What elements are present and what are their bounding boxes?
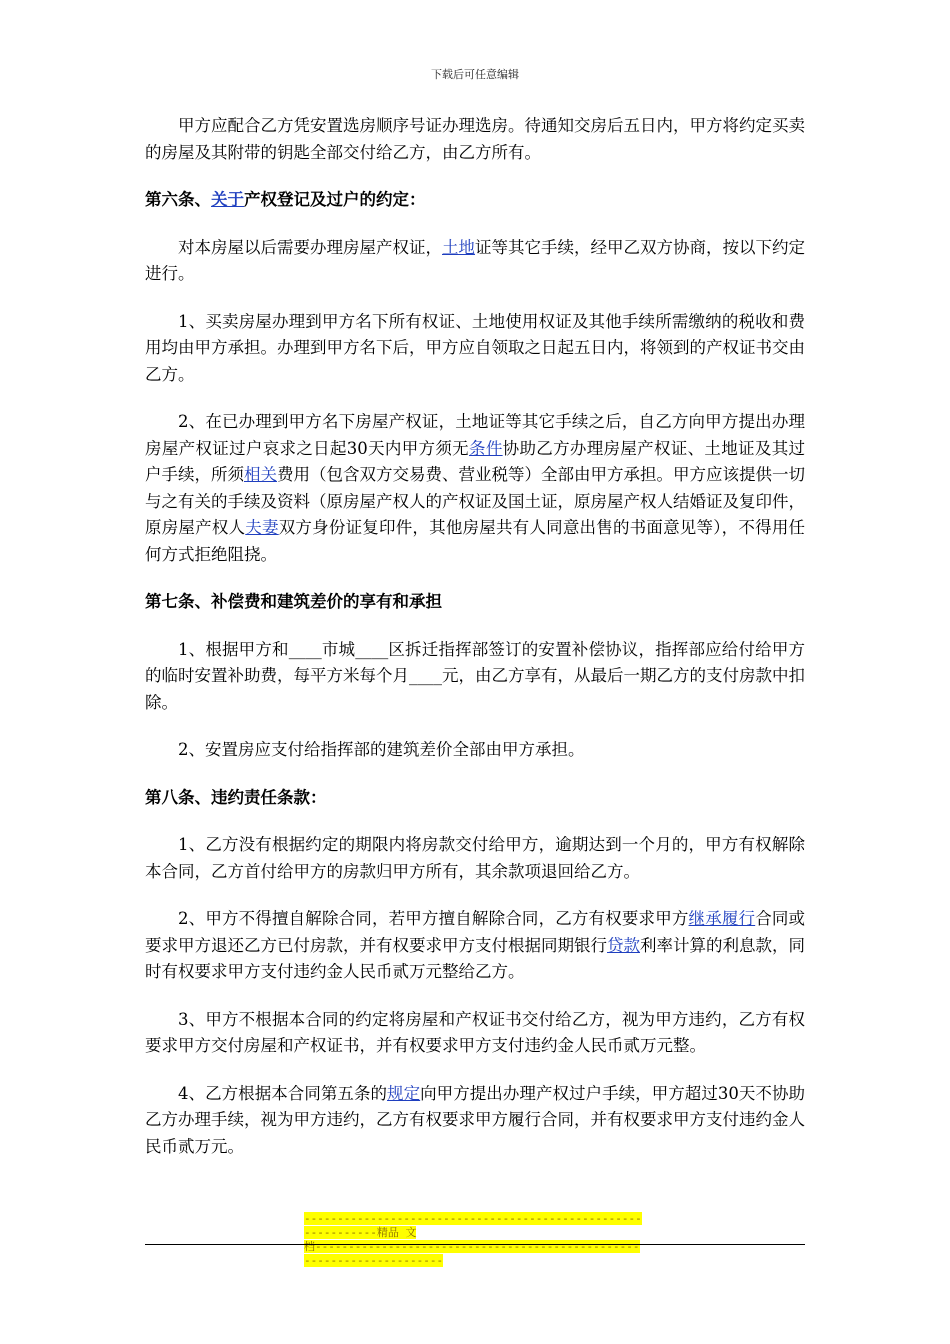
article-7-heading: 第七条、补偿费和建筑差价的享有和承担 xyxy=(145,592,442,611)
link-jicheng-lvxing[interactable]: 继承履行 xyxy=(688,909,756,928)
paragraph: 对本房屋以后需要办理房屋产权证，土地证等其它手续，经甲乙双方协商，按以下约定进行。 xyxy=(145,237,805,283)
article-8-heading: 第八条、违约责任条款： xyxy=(145,787,327,807)
paragraph: 1、乙方没有根据约定的期限内将房款交付给甲方，逾期达到一个月的，甲方有权解除本合同，乙方首付给甲方的房款归甲方所有，其余款项退回给乙方。 xyxy=(145,835,805,881)
link-guiding[interactable]: 规定 xyxy=(387,1083,421,1103)
paragraph: 2、在已办理到甲方名下房屋产权证，土地证等其它手续之后，自乙方向甲方提出办理房屋产权证过户哀求之日起30天内甲方须无条件协助乙方办理房屋产权证、土地证及其过户手续，所须相关费用（包含双方交易费、营业税等）全部由甲方承担。甲方应该提供一切与之有关的手续及资料（原房屋产权人的产权证及国土证，原房屋产权人结婚证及复印件，原房屋产权人夫妻双方身份证复印件，其他房屋共有人同意出售的书面意见等），不得用任何方式拒绝阻挠。 xyxy=(145,412,806,564)
link-fuqi[interactable]: 夫妻 xyxy=(245,518,279,537)
footer-line-1: --------------------------------------------------------------精品 文 xyxy=(304,1212,642,1239)
paragraph: 1、根据甲方和____市城____区拆迁指挥部签订的安置补偿协议，指挥部应给付给甲方的临时安置补助费，每平方米每个月____元，由乙方享有，从最后一期乙方的支付房款中扣除。 xyxy=(145,639,805,712)
link-xiangguan[interactable]: 相关 xyxy=(244,465,277,484)
article-6-heading: 第六条、关于产权登记及过户的约定： xyxy=(145,190,426,209)
paragraph: 4、乙方根据本合同第五条的规定向甲方提出办理产权过户手续，甲方超过30天不协助乙方办理手续，视为甲方违约，乙方有权要求甲方履行合同，并有权要求甲方支付违约金人民币贰万元。 xyxy=(145,1083,806,1156)
link-guanyu[interactable]: 关于 xyxy=(211,190,244,209)
page-header: 下载后可任意编辑 xyxy=(431,68,519,81)
link-tiaojian[interactable]: 条件 xyxy=(469,438,503,458)
link-tudi[interactable]: 土地 xyxy=(442,237,475,257)
footer-watermark xyxy=(304,1212,646,1268)
paragraph: 甲方应配合乙方凭安置选房顺序号证办理选房。待通知交房后五日内，甲方将约定买卖的房屋及其附带的钥匙全部交付给乙方，由乙方所有。 xyxy=(145,116,805,162)
paragraph: 2、甲方不得擅自解除合同，若甲方擅自解除合同，乙方有权要求甲方继承履行合同或要求甲方退还乙方已付房款，并有权要求甲方支付根据同期银行贷款利率计算的利息款，同时有权要求甲方支付违约金人民币贰万元整给乙方。 xyxy=(145,909,806,981)
footer-rule xyxy=(145,1244,805,1245)
paragraph: 2、安置房应支付给指挥部的建筑差价全部由甲方承担。 xyxy=(178,740,585,759)
paragraph: 1、买卖房屋办理到甲方名下所有权证、土地使用权证及其他手续所需缴纳的税收和费用均由甲方承担。办理到甲方名下后，甲方应自领取之日起五日内，将领到的产权证书交由乙方。 xyxy=(145,311,805,384)
paragraph: 3、甲方不根据本合同的约定将房屋和产权证书交付给乙方，视为甲方违约，乙方有权要求甲方交付房屋和产权证书，并有权要求甲方支付违约金人民币贰万元整。 xyxy=(145,1009,805,1055)
footer-line-2: 档---------------------------------------------------------------------- xyxy=(304,1240,640,1267)
link-daikuan[interactable]: 贷款 xyxy=(607,935,640,955)
document-body xyxy=(145,113,805,1181)
